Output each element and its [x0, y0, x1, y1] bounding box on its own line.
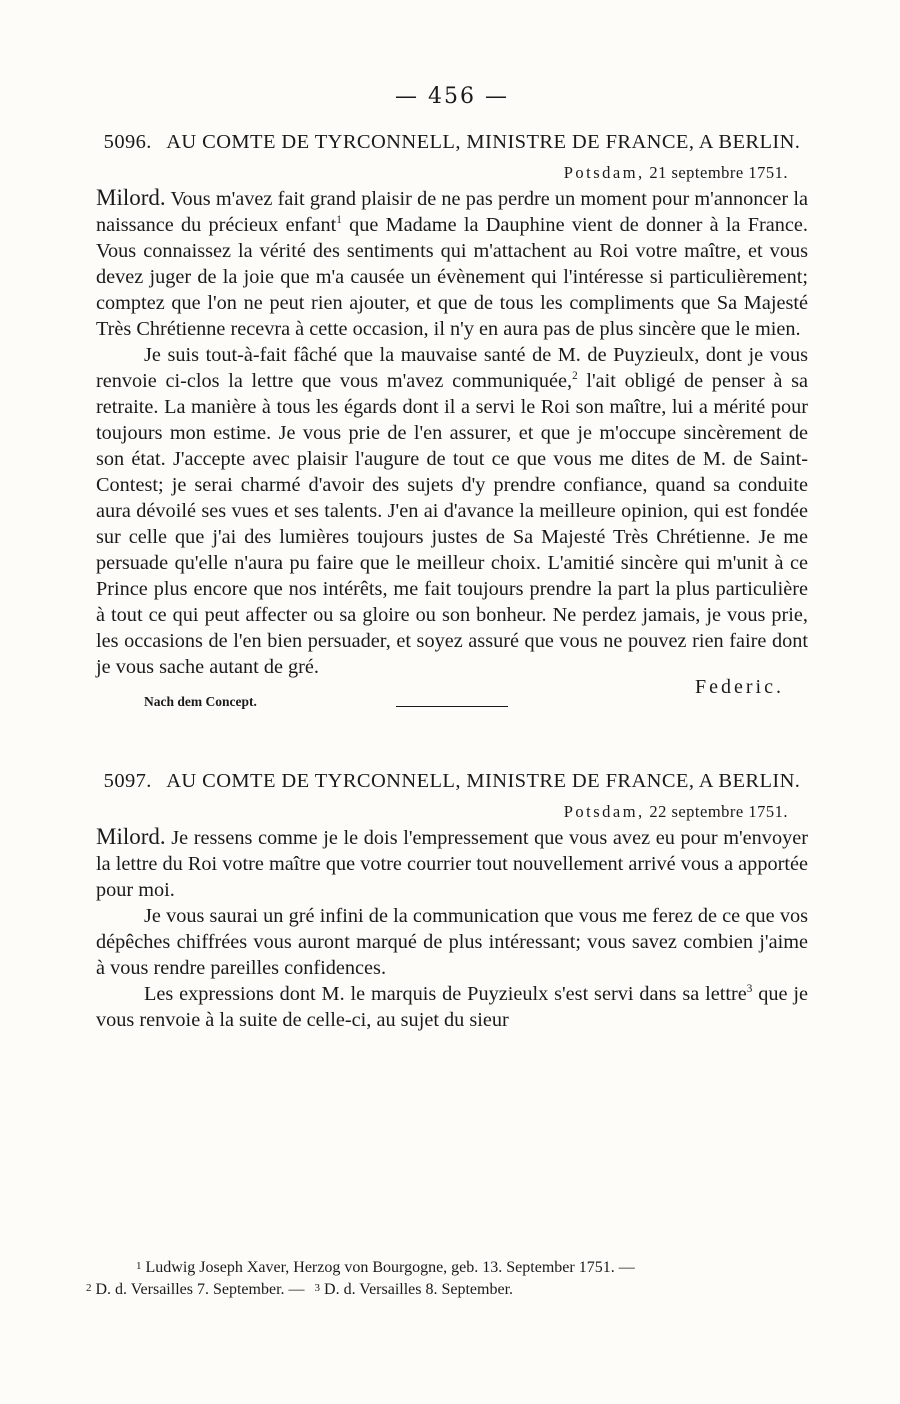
signature: Federic. [695, 676, 784, 698]
letter-5097 [96, 768, 808, 1033]
paragraph-text: que je vous renvoie à la suite de celle-ci, au sujet du sieur [96, 983, 808, 1031]
letter-number: 5096. [103, 131, 152, 153]
paragraph-text: Les expressions dont M. le marquis de Puyzieulx s'est servi dans sa lettre [144, 983, 747, 1005]
salutation: Milord. [96, 185, 166, 210]
paragraph-text: Je vous saurai un gré infini de la communication que vous me ferez de ce que vos dépêches chiffrées vous auront marqué de plus intéressant; vous savez combien j'aime à vous rendre pareilles confidences. [96, 905, 808, 979]
paragraph-text: que Madame la Dauphine vient de donner à la France. Vous connaissez la vérité des sentiments qui m'attachent au Roi votre maître, et vous devez juger de la joie que m'a causée un évènement qui l'intéresse si particulièrement; comptez que l'on ne peut rien ajouter, et que de tous les compliments que Sa Majesté Très Chrétienne recevra à cette occasion, il n'y en aura pas de plus sincère que le mien. [96, 214, 808, 340]
paragraph-text: Je ressens comme je le dois l'empressement que vous avez eu pour m'envoyer la lettre du Roi votre maître que votre courrier tout nouvellement arrivé vous a apportée pour moi. [96, 827, 808, 901]
source-note: Nach dem Concept. [144, 694, 257, 709]
dateline [96, 802, 788, 822]
salutation: Milord. [96, 824, 166, 849]
section-divider [396, 706, 508, 707]
dateline-place: Potsdam, [563, 163, 645, 182]
letter-title: AU COMTE DE TYRCONNELL, MINISTRE DE FRANCE, A BERLIN. [166, 770, 801, 792]
page-content [96, 84, 808, 1033]
page-number: — 456 — [395, 84, 509, 109]
letter-body [96, 824, 808, 1033]
paragraph [96, 903, 808, 981]
letter-5096 [96, 129, 808, 720]
letter-number: 5097. [103, 770, 152, 792]
dateline-date: 21 septembre 1751. [649, 163, 788, 182]
paragraph-text: Je suis tout-à-fait fâché que la mauvaise santé de M. de Puyzieulx, dont je vous renvoie ci-clos la lettre que vous m'avez communiquée, [96, 344, 808, 392]
dateline [96, 163, 788, 183]
paragraph [96, 981, 808, 1033]
footnote-text: D. d. Versailles 8. September. [324, 1281, 514, 1298]
footnote-line [86, 1278, 808, 1300]
footnote-line [86, 1256, 808, 1278]
footnote-text: D. d. Versailles 7. September. — [95, 1281, 305, 1298]
footnote-text: Ludwig Joseph Xaver, Herzog von Bourgogne, geb. 13. September 1751. — [145, 1259, 635, 1276]
footnote-ref: 2 [572, 370, 578, 383]
signoff [96, 676, 808, 720]
paragraph [96, 342, 808, 680]
paragraph-text: l'ait obligé de penser à sa retraite. La manière à tous les égards dont il a servi le Roi son maître, lui a mérité pour toujours mon estime. Je vous prie de l'en assurer, et que je m'occupe sincèrement de son état. J'accepte avec plaisir l'augure de tout ce que vous me dites de M. de Saint-Contest; je serai charmé d'avoir des sujets d'y prendre confiance, quand sa conduite aura dévoilé ses vues et ses talents. J'en ai d'avance la meilleure opinion, qui est fondée sur celle que j'ai des lumières toujours justes de Sa Majesté Très Chrétienne. Je me persuade qu'elle n'aura pu faire que le meilleur choix. L'amitié sincère qui m'unit à ce Prince plus encore que nos intérêts, me fait toujours prendre la part la plus particulière à tout ce qui peut affecter ou sa gloire ou son bonheur. Ne perdez jamais, je vous prie, les occasions de l'en bien persuader, et soyez assuré que vous ne pouvez rien faire dont je vous sache autant de gré. [96, 370, 808, 678]
footnotes [86, 1256, 808, 1300]
paragraph [96, 824, 808, 903]
footnote-mark: 3 [314, 1282, 321, 1294]
footnote-mark: 1 [136, 1260, 142, 1272]
paragraph-text: Vous m'avez fait grand plaisir de ne pas perdre un moment pour m'annoncer la naissance du précieux enfant [96, 188, 808, 236]
dateline-date: 22 septembre 1751. [649, 802, 788, 821]
paragraph [96, 185, 808, 342]
footnote-ref: 1 [336, 214, 342, 227]
letter-heading [96, 129, 808, 155]
letter-body [96, 185, 808, 680]
footnote-ref: 3 [746, 983, 753, 996]
footnote-mark: 2 [86, 1282, 92, 1294]
letter-title: AU COMTE DE TYRCONNELL, MINISTRE DE FRANCE, A BERLIN. [166, 131, 801, 153]
letter-heading [96, 768, 808, 794]
dateline-place: Potsdam, [563, 802, 645, 821]
